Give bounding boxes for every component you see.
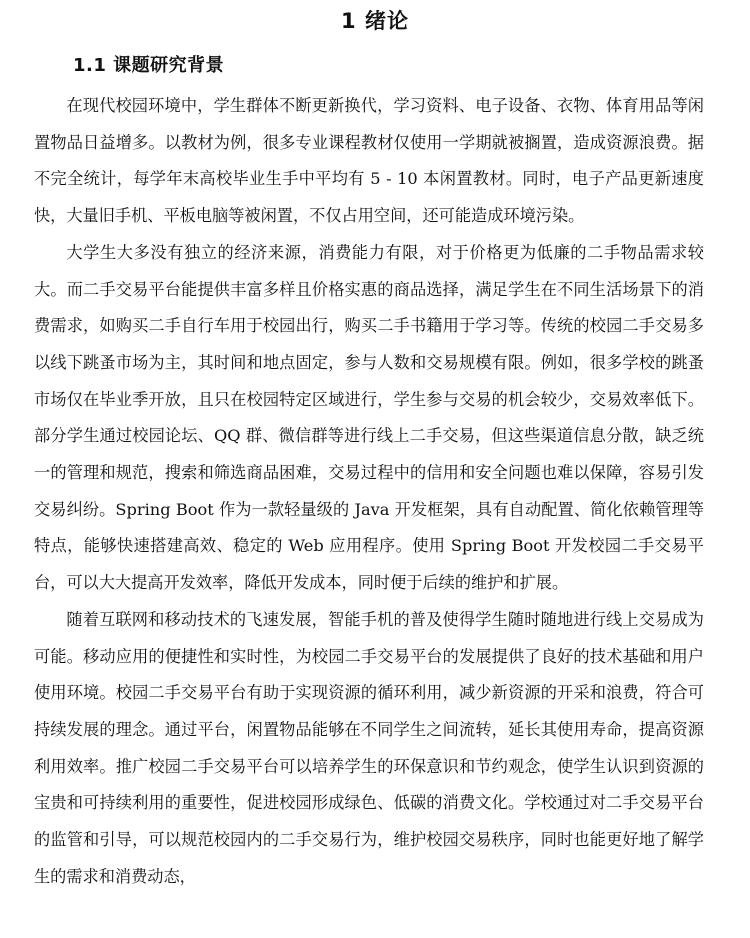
paragraph-3: 随着互联网和移动技术的飞速发展，智能手机的普及使得学生随时随地进行线上交易成为可能。移动应用的便捷性和实时性，为校园二手交易平台的发展提供了良好的技术基础和用户使用环境。校园二手交易平台有助于实现资源的循环利用，减少新资源的开采和浪费，符合可持续发展的理念。通过平台，闲置物品能够在不同学生之间流转，延长其使用寿命，提高资源利用效率。推广校园二手交易平台可以培养学生的环保意识和节约观念，使学生认识到资源的宝贵和可持续利用的重要性，促进校园形成绿色、低碳的消费文化。学校通过对二手交易平台的监管和引导，可以规范校园内的二手交易行为，维护校园交易秩序，同时也能更好地了解学生的需求和消费动态， <box>34 609 704 886</box>
body-text <box>34 88 704 895</box>
paragraph-1: 在现代校园环境中，学生群体不断更新换代，学习资料、电子设备、衣物、体育用品等闲置物品日益增多。以教材为例，很多专业课程教材仅使用一学期就被搁置，造成资源浪费。据不完全统计，每学年末高校毕业生手中平均有 5 - 10 本闲置教材。同时，电子产品更新速度快，大量旧手机、平板电脑等被闲置，不仅占用空间，还可能造成环境污染。 <box>34 96 704 226</box>
paragraph-2: 大学生大多没有独立的经济来源，消费能力有限，对于价格更为低廉的二手物品需求较大。而二手交易平台能提供丰富多样且价格实惠的商品选择，满足学生在不同生活场景下的消费需求，如购买二手自行车用于校园出行，购买二手书籍用于学习等。传统的校园二手交易多以线下跳蚤市场为主，其时间和地点固定，参与人数和交易规模有限。例如，很多学校的跳蚤市场仅在毕业季开放，且只在校园特定区域进行，学生参与交易的机会较少，交易效率低下。部分学生通过校园论坛、QQ 群、微信群等进行线上二手交易，但这些渠道信息分散，缺乏统一的管理和规范，搜索和筛选商品困难，交易过程中的信用和安全问题也难以保障，容易引发交易纠纷。Spring Boot 作为一款轻量级的 Java 开发框架，具有自动配置、简化依赖管理等特点，能够快速搭建高效、稳定的 Web 应用程序。使用 Spring Boot 开发校园二手交易平台，可以大大提高开发效率，降低开发成本，同时便于后续的维护和扩展。 <box>34 242 704 593</box>
chapter-title: 1 绪论 <box>341 9 409 33</box>
section-title: 1.1 课题研究背景 <box>73 55 225 76</box>
